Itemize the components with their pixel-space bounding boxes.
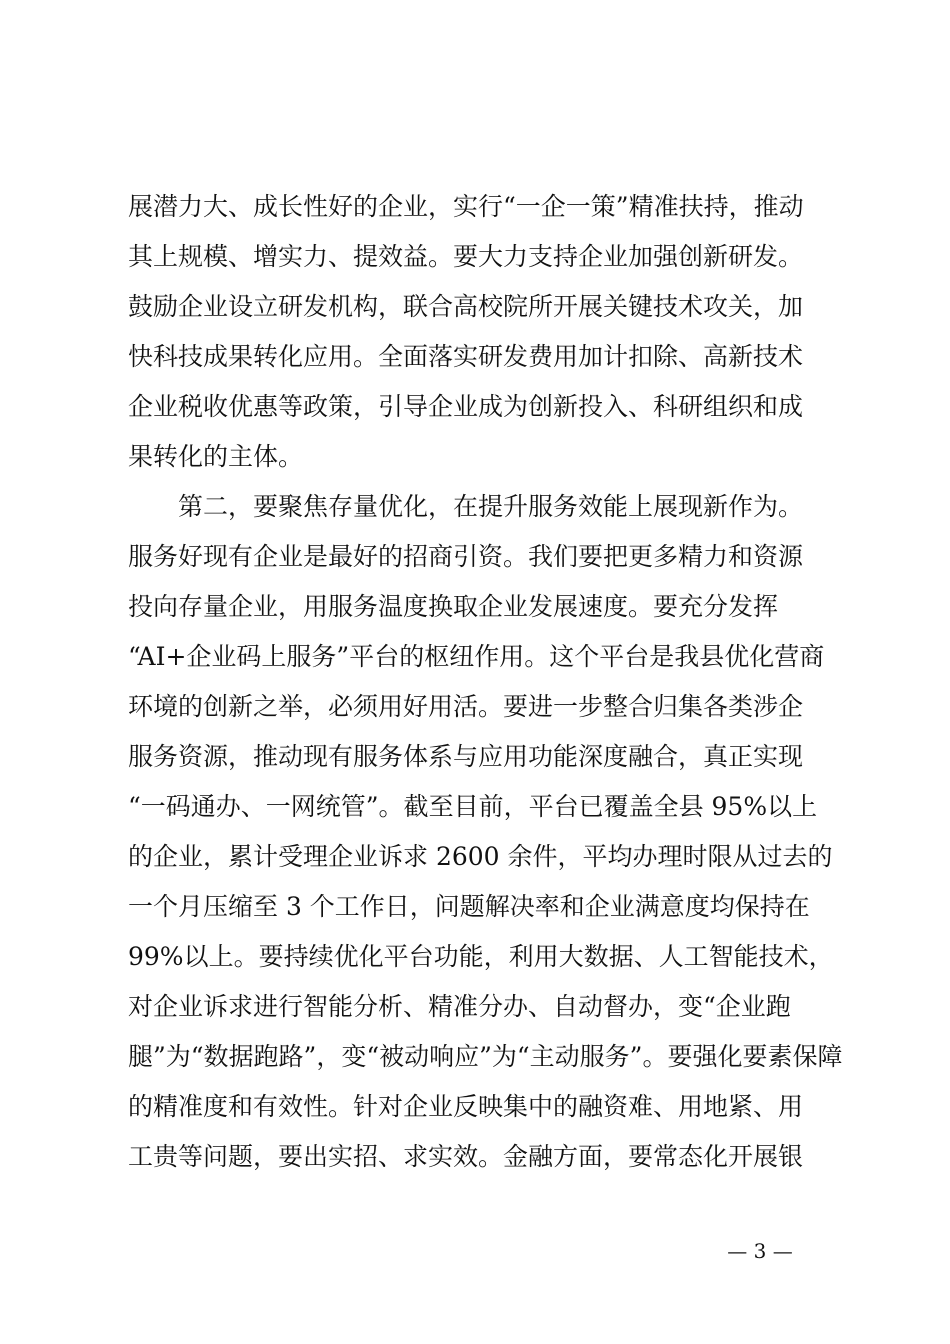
- text-line: 果转化的主体。: [128, 442, 304, 471]
- text-line: 的精准度和有效性。针对企业反映集中的融资难、用地紧、用: [128, 1092, 804, 1121]
- text-line: 环境的创新之举，必须用好用活。要进一步整合归集各类涉企: [128, 692, 804, 721]
- text-line: 腿”为“数据跑路”，变“被动响应”为“主动服务”。要强化要素保障: [128, 1042, 843, 1071]
- text-line: 服务资源，推动现有服务体系与应用功能深度融合，真正实现: [128, 742, 804, 771]
- text-line: 服务好现有企业是最好的招商引资。我们要把更多精力和资源: [128, 542, 804, 571]
- paragraph-start-line: 第二，要聚焦存量优化，在提升服务效能上展现新作为。: [128, 492, 804, 521]
- text-line: 鼓励企业设立研发机构，联合高校院所开展关键技术攻关，加: [128, 292, 804, 321]
- text-line: 快科技成果转化应用。全面落实研发费用加计扣除、高新技术: [128, 342, 804, 371]
- text-line: 投向存量企业，用服务温度换取企业发展速度。要充分发挥: [128, 592, 779, 621]
- text-line: 工贵等问题，要出实招、求实效。金融方面，要常态化开展银: [128, 1142, 804, 1171]
- text-line: 对企业诉求进行智能分析、精准分办、自动督办，变“企业跑: [128, 992, 791, 1021]
- text-line: 一个月压缩至 3 个工作日，问题解决率和企业满意度均保持在: [128, 892, 810, 921]
- text-line: “一码通办、一网统管”。截至目前，平台已覆盖全县 95%以上: [128, 792, 818, 821]
- text-line: 展潜力大、成长性好的企业，实行“一企一策”精准扶持，推动: [128, 192, 804, 221]
- text-line: 其上规模、增实力、提效益。要大力支持企业加强创新研发。: [128, 242, 804, 271]
- text-line: 企业税收优惠等政策，引导企业成为创新投入、科研组织和成: [128, 392, 804, 421]
- text-line: “AI+企业码上服务”平台的枢纽作用。这个平台是我县优化营商: [128, 642, 825, 671]
- text-line: 99%以上。要持续优化平台功能，利用大数据、人工智能技术，: [128, 942, 834, 971]
- page-number: — 3 —: [727, 1239, 793, 1263]
- body-text: [128, 182, 843, 1182]
- text-line: 的企业，累计受理企业诉求 2600 余件，平均办理时限从过去的: [128, 842, 833, 871]
